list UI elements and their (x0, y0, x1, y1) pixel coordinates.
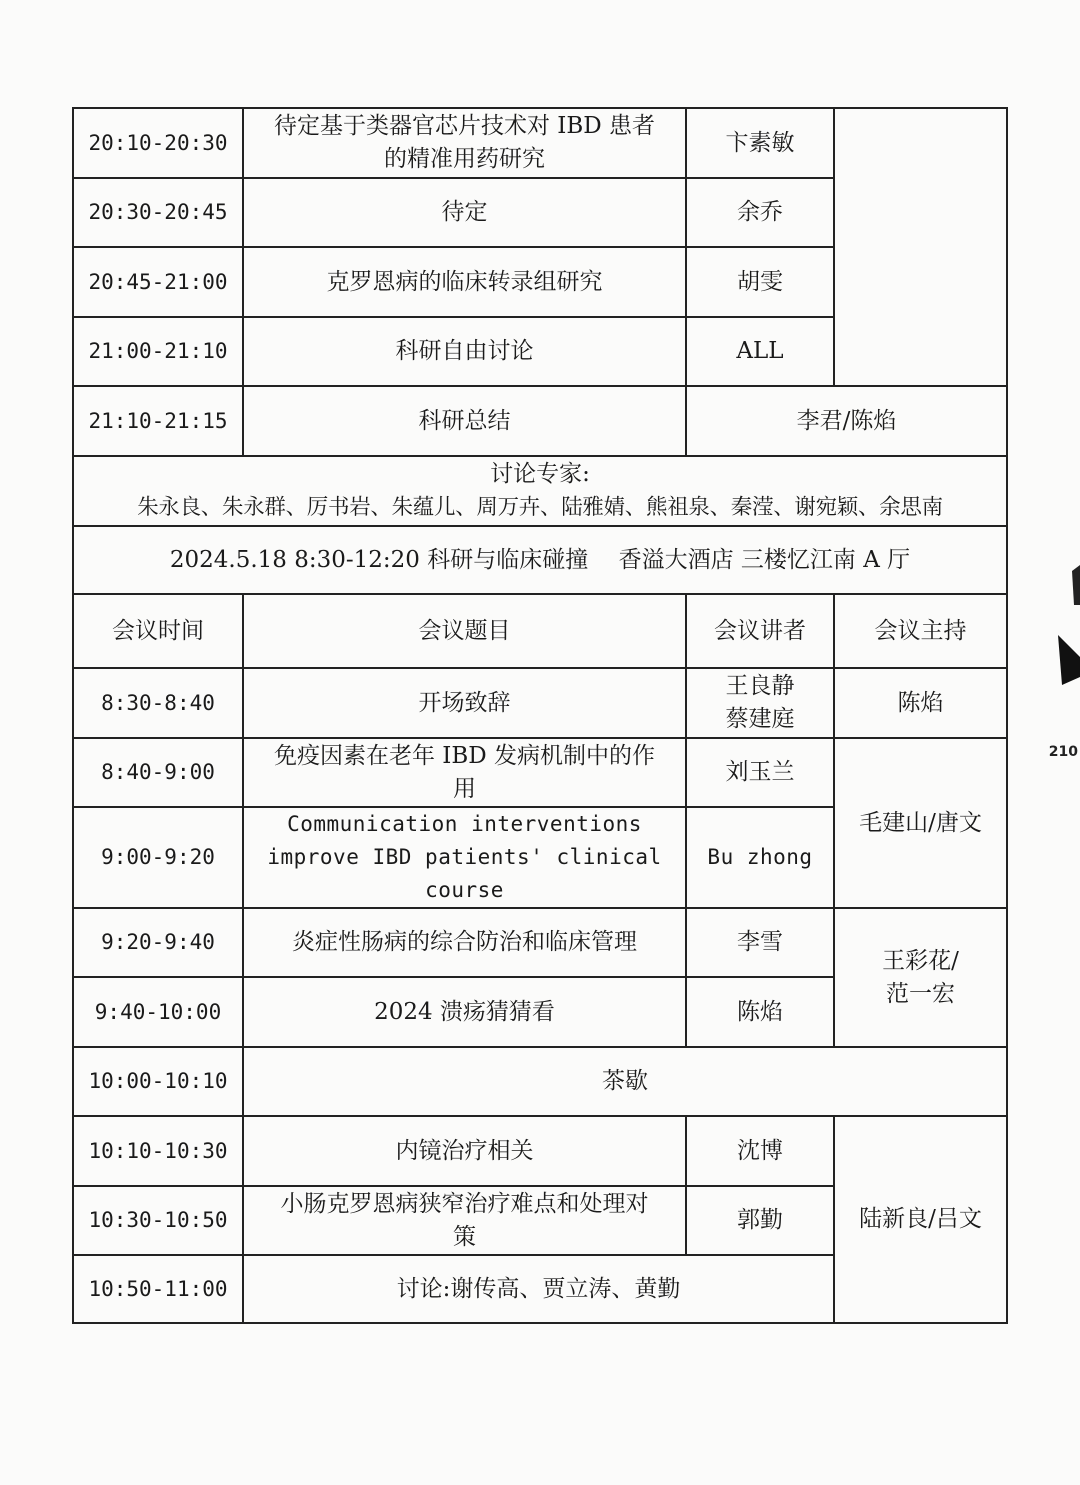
host-cell: 王彩花/ 范一宏 (834, 908, 1007, 1047)
header-topic: 会议题目 (243, 594, 686, 668)
speaker-cell: 卞素敏 (686, 108, 834, 178)
time-cell: 20:45-21:00 (73, 247, 243, 317)
topic-cell: 炎症性肠病的综合防治和临床管理 (243, 908, 686, 977)
speaker-cell: 余乔 (686, 178, 834, 247)
speaker-cell: 胡雯 (686, 247, 834, 317)
table-row (73, 738, 1007, 807)
time-cell: 10:00-10:10 (73, 1047, 243, 1116)
session-title: 2024.5.18 8:30-12:20 科研与临床碰撞 香溢大酒店 三楼忆江南 A 厅 (73, 526, 1007, 594)
header-time: 会议时间 (73, 594, 243, 668)
topic-cell: 克罗恩病的临床转录组研究 (243, 247, 686, 317)
time-cell: 10:30-10:50 (73, 1186, 243, 1255)
topic-cell: 2024 溃疡猜猜看 (243, 977, 686, 1047)
time-cell: 9:20-9:40 (73, 908, 243, 977)
time-cell: 20:30-20:45 (73, 178, 243, 247)
speaker-cell: 王良静 蔡建庭 (686, 668, 834, 738)
speaker-cell: 陈焰 (686, 977, 834, 1047)
experts-heading: 讨论专家: (490, 461, 590, 487)
discussion-cell: 讨论:谢传高、贾立涛、黄勤 (243, 1255, 834, 1323)
speaker-cell: 李雪 (686, 908, 834, 977)
time-cell: 21:00-21:10 (73, 317, 243, 386)
time-cell: 10:10-10:30 (73, 1116, 243, 1186)
host-cell: 陈焰 (834, 668, 1007, 738)
speaker-cell: 郭勤 (686, 1186, 834, 1255)
header-row (73, 594, 1007, 668)
table-row (73, 668, 1007, 738)
topic-cell: 小肠克罗恩病狭窄治疗难点和处理对 策 (243, 1186, 686, 1255)
summary-row (73, 386, 1007, 456)
topic-cell: Communication interventions improve IBD patients' clinical course (243, 807, 686, 908)
break-cell: 茶歇 (243, 1047, 1007, 1116)
table-row (73, 908, 1007, 977)
topic-cell: 科研自由讨论 (243, 317, 686, 386)
topic-cell: 科研总结 (243, 386, 686, 456)
speaker-cell: 沈博 (686, 1116, 834, 1186)
experts-names: 朱永良、朱永群、厉书岩、朱蕴儿、周万卉、陆雅婧、熊祖泉、秦滢、谢宛颖、余思南 (137, 495, 943, 520)
host-cell: 毛建山/唐文 (834, 738, 1007, 908)
time-cell: 8:40-9:00 (73, 738, 243, 807)
time-cell: 9:00-9:20 (73, 807, 243, 908)
topic-cell: 待定基于类器官芯片技术对 IBD 患者 的精准用药研究 (243, 108, 686, 178)
header-speaker: 会议讲者 (686, 594, 834, 668)
topic-cell: 开场致辞 (243, 668, 686, 738)
speaker-cell: ALL (686, 317, 834, 386)
time-cell: 8:30-8:40 (73, 668, 243, 738)
topic-cell: 内镜治疗相关 (243, 1116, 686, 1186)
experts-cell (73, 456, 1007, 526)
table-row (73, 108, 1007, 178)
header-host: 会议主持 (834, 594, 1007, 668)
speaker-cell: 刘玉兰 (686, 738, 834, 807)
experts-row (73, 456, 1007, 526)
page-edge-mark (1054, 565, 1080, 685)
topic-cell: 免疫因素在老年 IBD 发病机制中的作 用 (243, 738, 686, 807)
host-cell: 李君/陈焰 (686, 386, 1007, 456)
topic-cell: 待定 (243, 178, 686, 247)
time-cell: 9:40-10:00 (73, 977, 243, 1047)
page-edge-number: 210 (1048, 744, 1078, 760)
speaker-cell: Bu zhong (686, 807, 834, 908)
host-cell: 陆新良/吕文 (834, 1116, 1007, 1323)
table-row (73, 1047, 1007, 1116)
time-cell: 10:50-11:00 (73, 1255, 243, 1323)
time-cell: 20:10-20:30 (73, 108, 243, 178)
session-title-row (73, 526, 1007, 594)
time-cell: 21:10-21:15 (73, 386, 243, 456)
host-cell-empty (834, 108, 1007, 386)
schedule-table (72, 107, 1008, 1324)
table-row (73, 1116, 1007, 1186)
